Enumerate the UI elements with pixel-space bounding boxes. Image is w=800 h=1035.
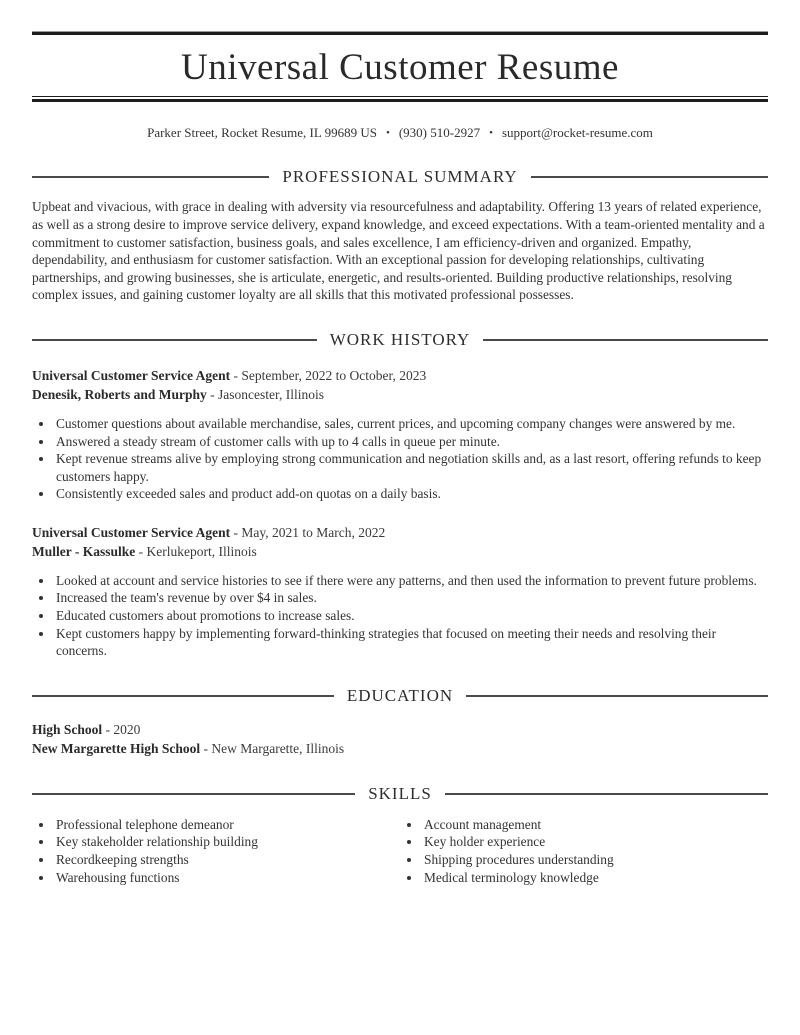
job-title-line: [32, 366, 768, 385]
job-bullet-list: [32, 572, 768, 660]
heading-rule-left: [32, 793, 355, 795]
section-heading-education: [32, 686, 768, 706]
section-heading-work-history: [32, 330, 768, 350]
top-divider: [32, 31, 768, 35]
title-divider-thick-line: [32, 99, 768, 102]
job-company-line: [32, 542, 768, 561]
job-company: Muller - Kassulke: [32, 543, 136, 559]
summary-heading-text: PROFESSIONAL SUMMARY: [282, 167, 518, 187]
job-bullet: • Kept revenue streams alive by employing strong communication and negotiation skills and, as a last resort, offering refunds to keep customers happy.: [54, 450, 768, 485]
heading-rule-right: [445, 793, 768, 795]
skill-item: • Medical terminology knowledge: [422, 869, 768, 887]
job-title-line: [32, 523, 768, 542]
job-entry: [32, 366, 768, 503]
job-entry: [32, 523, 768, 660]
job-location: - Jasoncester, Illinois: [206, 386, 324, 402]
resume-title: Universal Customer Resume: [181, 47, 619, 88]
heading-rule-right: [466, 695, 768, 697]
job-bullet: • Educated customers about promotions to increase sales.: [54, 607, 768, 625]
work-history-list: [32, 366, 768, 660]
job-bullet: • Answered a steady stream of customer calls with up to 4 calls in queue per minute.: [54, 433, 768, 451]
section-heading-skills: [32, 784, 768, 804]
skill-item: • Warehousing functions: [54, 869, 400, 887]
skill-item: • Recordkeeping strengths: [54, 851, 400, 869]
job-bullet: • Increased the team's revenue by over $4 in sales.: [54, 589, 768, 607]
job-company: Denesik, Roberts and Murphy: [32, 386, 207, 402]
contact-phone: (930) 510-2927: [398, 125, 481, 141]
contact-address: Parker Street, Rocket Resume, IL 99689 US: [147, 125, 377, 141]
heading-rule-right: [531, 176, 768, 178]
heading-rule-left: [32, 339, 317, 341]
contact-line: [32, 125, 768, 141]
skills-column-right: [400, 816, 768, 886]
job-bullet: • Kept customers happy by implementing forward-thinking strategies that focused on meeting their needs and resolving their concerns.: [54, 625, 768, 660]
job-bullet-list: [32, 415, 768, 503]
heading-rule-left: [32, 176, 269, 178]
skill-item: • Account management: [422, 816, 768, 834]
contact-separator-icon: •: [489, 127, 493, 140]
skills-heading-text: SKILLS: [368, 783, 432, 803]
job-title: Universal Customer Service Agent: [32, 524, 231, 540]
job-dates: - September, 2022 to October, 2023: [230, 367, 427, 383]
job-bullet: • Customer questions about available merchandise, sales, current prices, and upcoming company changes were answered by me.: [54, 415, 768, 433]
education-school-line: [32, 739, 768, 758]
title-divider-thin-line: [32, 96, 768, 97]
heading-rule-left: [32, 695, 334, 697]
contact-separator-icon: •: [385, 127, 390, 140]
education-school: New Margarette High School: [32, 740, 201, 756]
skill-item: • Key stakeholder relationship building: [54, 833, 400, 851]
education-entry: [32, 720, 768, 758]
skill-item: • Key holder experience: [422, 833, 768, 851]
heading-rule-right: [483, 339, 768, 341]
skill-item: • Shipping procedures understanding: [422, 851, 768, 869]
job-bullet: • Consistently exceeded sales and product add-on quotas on a daily basis.: [54, 485, 768, 503]
skills-column-left: [32, 816, 400, 886]
skills-columns: [32, 816, 768, 886]
job-dates: - May, 2021 to March, 2022: [230, 524, 386, 540]
skill-item: • Professional telephone demeanor: [54, 816, 400, 834]
education-location: - New Margarette, Illinois: [200, 740, 345, 756]
top-divider-thick-line: [32, 32, 768, 35]
work-history-heading-text: WORK HISTORY: [329, 329, 471, 349]
contact-email: support@rocket-resume.com: [501, 125, 653, 141]
education-degree: High School: [32, 721, 103, 737]
education-year: - 2020: [102, 721, 141, 737]
section-heading-summary: [32, 167, 768, 187]
job-company-line: [32, 385, 768, 404]
job-title: Universal Customer Service Agent: [32, 367, 231, 383]
job-bullet: • Looked at account and service histories to see if there were any patterns, and then used the information to prevent future problems.: [54, 572, 768, 590]
education-degree-line: [32, 720, 768, 739]
job-location: - Kerlukeport, Illinois: [135, 543, 257, 559]
summary-paragraph: Upbeat and vivacious, with grace in dealing with adversity via resourcefulness and adaptability. Offering 13 years of related experience, as well as a strong desire to improve service delivery, expand knowledge, and exceed expectations. With a team-oriented mentality and a commitment to customer satisfaction, business goals, and sales excellence, I am efficiency-driven and organized. Empathy, dependability, and enthusiasm for customer satisfaction. With an exceptional passion for developing relationships, cultivating partnerships, and growing businesses, she is articulate, energetic, and results-oriented. Building productive relationships, resolving complex issues, and gaining customer loyalty are all skills that this motivated professional possesses.: [32, 199, 765, 303]
title-divider: [32, 96, 768, 102]
education-heading-text: EDUCATION: [346, 685, 454, 705]
